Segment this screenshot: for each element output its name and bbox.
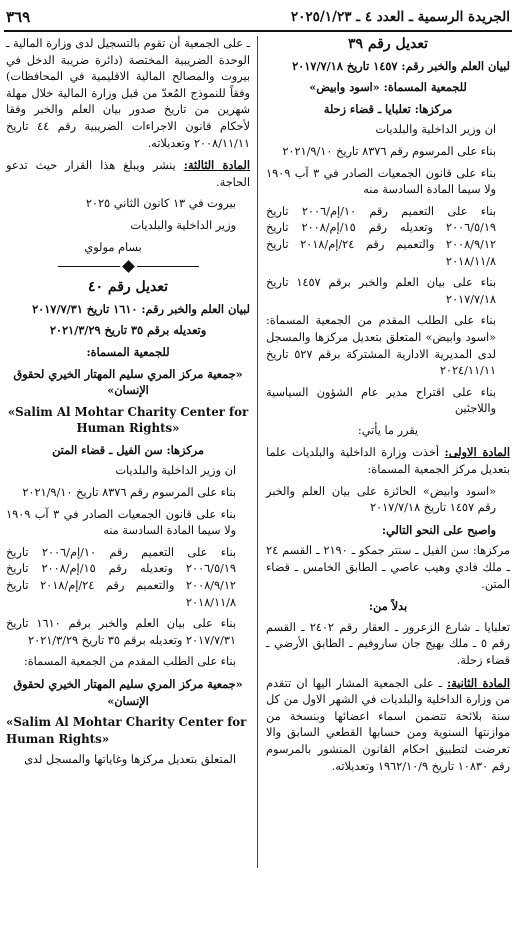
amendment-40-title: تعديل رقم ٤٠ bbox=[87, 279, 169, 296]
beirut-date: بيروت في ١٣ كانون الثاني ٢٠٢٥ bbox=[85, 197, 236, 211]
assoc-name-arabic-2: «جمعية مركز المري سليم المهتار الخيري لحقوق الإنسان» bbox=[13, 677, 243, 708]
article-3 bbox=[6, 157, 250, 191]
clause-law: بناء على قانون الجمعيات الصادر في ٣ آب ١٩٠٩ ولا سيما المادة السادسة منه bbox=[266, 166, 496, 197]
amendment-39-title: تعديل رقم ٣٩ bbox=[347, 36, 429, 52]
amendment-39-center: مركزها: تعلبايا ـ قضاء زحلة bbox=[323, 101, 453, 116]
amendment-40-line2: وتعديله برقم ٣٥ تاريخ ٢٠٢١/٣/٢٩ bbox=[49, 323, 207, 338]
clause-tail-40: المتعلق بتعديل مركزها وغاياتها والمسجل لدى bbox=[24, 753, 236, 767]
continued-paragraph: ـ على الجمعية أن تقوم بالتسجيل لدى وزارة المالية ـ الوحدة الضريبية المختصة (دائرة ضريبة الدخل في بيروت والمصالح المالية الاقليمية في المحافظات) وفقاً للنموذج المُعدّ من قبل وزارة المالية خلال مهلة شهرين من تاريخ صدور بيان العلم والخبر وفقا لأحكام قانون الاجراءات الضريبية رقم ٤٤ تاريخ ٢٠٠٨/١١/١١ وتعديلاته. bbox=[6, 37, 250, 150]
minister-intro-40: ان وزير الداخلية والبلديات bbox=[115, 464, 236, 478]
amendment-39-line1: لبيان العلم والخبر رقم: ١٤٥٧ تاريخ ٢٠١٧/٧/١٨ bbox=[292, 58, 510, 73]
article-2-label: المادة الثانية: bbox=[446, 675, 510, 690]
minister-signature: بسام مولوي bbox=[84, 240, 142, 254]
gazette-title: الجريدة الرسمية ـ العدد ٤ ـ ٢٠٢٥/١/٢٣ bbox=[290, 9, 510, 25]
assoc-name-arabic: «جمعية مركز المري سليم المهتار الخيري لحقوق الإنسان» bbox=[13, 366, 243, 398]
clause-decree: بناء على المرسوم رقم ٨٣٧٦ تاريخ ٢٠٢١/٩/١٠ bbox=[282, 144, 496, 158]
article-1-text: أخذت وزارة الداخلية والبلديات علما بتعديل مركز الجمعية المسماة: bbox=[266, 446, 510, 477]
article-1 bbox=[266, 444, 510, 478]
clause-notice: بناء على بيان العلم والخبر برقم ١٤٥٧ تاريخ ٢٠١٧/٧/١٨ bbox=[266, 276, 496, 306]
minister-title: وزير الداخلية والبلديات bbox=[130, 218, 236, 232]
article-2-text: ـ على الجمعية المشار اليها ان تتقدم من وزارة الداخلية والبلديات في الشهر الاول من كل سنة بلائحة تتضمن اسماء اعضائها وبنسخة من موازنتها السنوية ومن حسابها القطعي السابق والا تعرضت لتطبيق احكام القانون المنشور بالمرسوم رقم ١٠٨٣٠ تاريخ ١٩٦٢/١٠/٩ وتعديلاته. bbox=[266, 676, 510, 773]
new-center: مركزها: سن الفيل ـ سنتر جمكو ـ ٢١٩٠ ـ القسم ٢٤ ـ ملك فادي وهيب عاصي ـ الطابق الخامس ـ قضاء المتن. bbox=[266, 544, 510, 591]
left-column bbox=[6, 36, 250, 774]
article-1-label: المادة الاولى: bbox=[444, 445, 510, 460]
clause-proposal: بناء على اقتراح مدير عام الشؤون السياسية واللاجئين bbox=[266, 385, 496, 416]
amendment-40-line1: لبيان العلم والخبر رقم: ١٦١٠ تاريخ ٢٠١٧/٧/٣١ bbox=[32, 301, 250, 316]
decides-heading: يقرر ما يأتي: bbox=[357, 423, 419, 437]
article-3-label: المادة الثالثة: bbox=[183, 158, 251, 173]
clause-circular-40: بناء على التعميم رقم ١٠/إم/٢٠٠٦ تاريخ ٢٠٠٦/٥/١٩ وتعديله رقم ١٥/إم/٢٠٠٨ تاريخ ٢٠٠٨/٩/١٢ والتعميم رقم ٢٤/إم/٢٠١٨ تاريخ ٢٠١٨/١١/٨ bbox=[6, 545, 236, 609]
page-number: ٣٦٩ bbox=[6, 8, 31, 26]
column-divider bbox=[257, 36, 258, 868]
header-rule bbox=[4, 30, 512, 32]
amendment-40-center: مركزها: سن الفيل ـ قضاء المتن bbox=[52, 442, 204, 457]
page-header bbox=[6, 6, 510, 28]
clause-notice-40: بناء على بيان العلم والخبر برقم ١٦١٠ تاريخ ٢٠١٧/٧/٣١ وتعديله برقم ٣٥ تاريخ ٢٠٢١/٣/٢٩ bbox=[6, 617, 236, 647]
became-heading: واصبح على النحو التالي: bbox=[381, 522, 496, 537]
clause-circular: بناء على التعميم رقم ١٠/إم/٢٠٠٦ تاريخ ٢٠٠٦/٥/١٩ وتعديله رقم ١٥/إم/٢٠٠٨ تاريخ ٢٠٠٨/٩/١٢ والتعميم رقم ٢٤/إم/٢٠١٨ تاريخ ٢٠١٨/١١/٨ bbox=[266, 204, 496, 268]
section-separator bbox=[6, 262, 250, 271]
assoc-name-english: «Salim Al Mohtar Charity Center for Human Rights» bbox=[7, 404, 249, 436]
instead-heading: بدلاً من: bbox=[368, 599, 408, 614]
clause-request: بناء على الطلب المقدم من الجمعية المسماة: «اسود وابيض» المتعلق بتعديل مركزها والمسجل لدى المديرية الادارية المشتركة برقم ٥٢٧ تاريخ ٢٠٢٤/١١/١١ bbox=[266, 314, 496, 378]
assoc-name-english-2: «Salim Al Mohtar Charity Center for Human Rights» bbox=[6, 715, 247, 746]
article-1-quote: «اسود وابيض» الحائزة على بيان العلم والخبر رقم ١٤٥٧ تاريخ ٢٠١٧/٧/١٨ bbox=[266, 484, 496, 515]
right-column bbox=[266, 36, 510, 780]
minister-intro: ان وزير الداخلية والبلديات bbox=[375, 123, 496, 137]
article-2 bbox=[266, 675, 510, 776]
amendment-39-line2: للجمعية المسماة: «اسود وابيض» bbox=[309, 80, 467, 95]
clause-law-40: بناء على قانون الجمعيات الصادر في ٣ آب ١٩٠٩ ولا سيما المادة السادسة منه bbox=[6, 507, 236, 538]
assoc-named-label: للجمعية المسماة: bbox=[86, 344, 170, 359]
clause-request-40: بناء على الطلب المقدم من الجمعية المسماة: bbox=[23, 655, 236, 669]
article-3-text: ينشر ويبلغ هذا القرار حيث تدعو الحاجة. bbox=[6, 159, 250, 189]
old-center: تعلبايا ـ شارع الزعرور ـ العقار رقم ٢٤٠٢ ـ القسم رقم ٥ ـ ملك بهيج جان ساروفيم ـ الطابق الأرضي ـ قضاء زحلة. bbox=[266, 620, 510, 667]
clause-decree-40: بناء على المرسوم رقم ٨٣٧٦ تاريخ ٢٠٢١/٩/١٠ bbox=[22, 486, 236, 500]
